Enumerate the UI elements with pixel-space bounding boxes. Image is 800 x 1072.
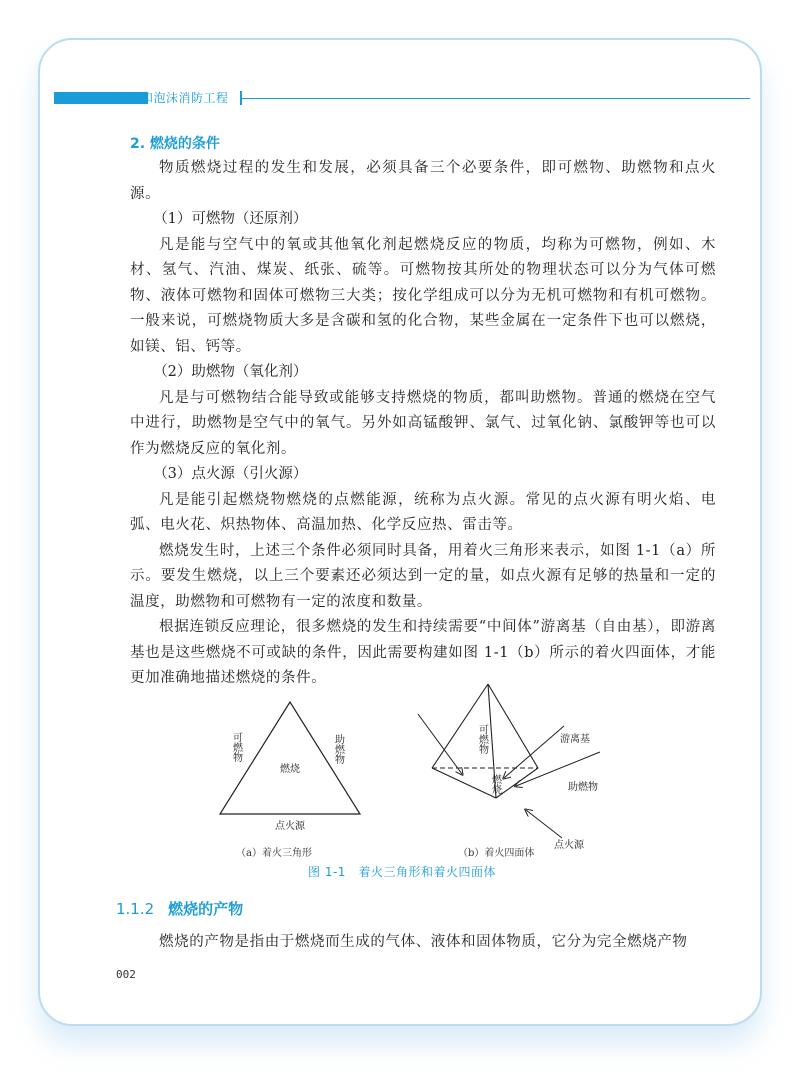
section-title-text: 燃烧的产物 [168, 900, 244, 918]
item-text-ignition: 凡是能引起燃烧物燃烧的点燃能源，统称为点火源。常见的点火源有明火焰、电弧、电火花、炽热物体、高温加热、化学反应热、雷击等。 [130, 491, 716, 533]
arrow-ignition [526, 810, 562, 838]
section-title [116, 898, 243, 919]
item-text-oxidizer: 凡是与可燃物结合能导致或能够支持燃烧的物质，都叫助燃物。普通的燃烧在空气中进行，助燃物是空气中的氧气。另外如高锰酸钾、氯气、过氧化钠、氯酸钾等也可以作为燃烧反应的氧化剂。 [130, 389, 716, 457]
item-title-ignition: （3）点火源（引火源） [153, 466, 308, 482]
triangle-label-left: 可燃物 [230, 732, 242, 762]
main-content [130, 132, 716, 692]
item-title-combustible: （1）可燃物（还原剂） [153, 211, 308, 227]
subsection-heading: 2. 燃烧的条件 [130, 136, 220, 152]
running-header-title: 气体和泡沫消防工程 [116, 91, 229, 105]
intro-paragraph: 物质燃烧过程的发生和发展，必须具备三个必要条件，即可燃物、助燃物和点火源。 [130, 160, 716, 202]
item-title-oxidizer: （2）助燃物（氧化剂） [153, 364, 308, 380]
tetrahedron-label-oxidizer: 助燃物 [568, 782, 598, 793]
figure-caption: 图 1-1 着火三角形和着火四面体 [308, 865, 496, 879]
triangle-caption: （a）着火三角形 [236, 848, 312, 859]
tetrahedron-caption: （b）着火四面体 [458, 848, 535, 859]
tetrahedron-label-free-radical: 游离基 [560, 734, 590, 745]
tetrahedron-label-center: 燃烧 [489, 774, 501, 794]
tetrahedron-paragraph: 根据连锁反应理论，很多燃烧的发生和持续需要“中间体”游离基（自由基），即游离基也是这些燃烧不可或缺的条件，因此需要构建如图 1-1（b）所示的着火四面体，才能更加准确地描述燃烧的条件。 [130, 619, 716, 686]
products-paragraph: 燃烧的产物是指由于燃烧而生成的气体、液体和固体物质，它分为完全燃烧产物 [159, 934, 688, 950]
header-rule [242, 98, 750, 99]
triangle-label-bottom: 点火源 [275, 821, 305, 832]
arrow-combustible [418, 714, 462, 774]
products-paragraph-wrapper [130, 930, 716, 956]
fire-triangle-diagram [190, 692, 390, 852]
tetrahedron-label-ignition: 点火源 [554, 840, 584, 851]
page-number: 002 [116, 968, 136, 981]
triangle-label-right: 助燃物 [332, 734, 344, 764]
tetrahedron-label-combustible: 可燃物 [476, 724, 488, 754]
triangle-paragraph: 燃烧发生时，上述三个条件必须同时具备，用着火三角形来表示，如图 1-1（a）所示。要发生燃烧，以上三个要素还必须达到一定的量，如点火源有足够的热量和一定的温度，助燃物和可燃物有一定的浓度和数量。 [130, 542, 716, 610]
page-frame [38, 38, 762, 1026]
fire-tetrahedron-diagram [400, 670, 640, 851]
section-number: 1.1.2 [116, 900, 155, 918]
item-text-combustible: 凡是能与空气中的氧或其他氧化剂起燃烧反应的物质，均称为可燃物，例如、木材、氢气、汽油、煤炭、纸张、硫等。可燃物按其所处的物理状态可以分为气体可燃物、液体可燃物和固体可燃物三大类；按化学组成可以分为无机可燃物和有机可燃物。一般来说，可燃烧物质大多是含碳和氢的化合物，某些金属在一定条件下也可以燃烧，如镁、铝、钙等。 [130, 236, 716, 355]
triangle-label-center: 燃烧 [280, 764, 300, 775]
